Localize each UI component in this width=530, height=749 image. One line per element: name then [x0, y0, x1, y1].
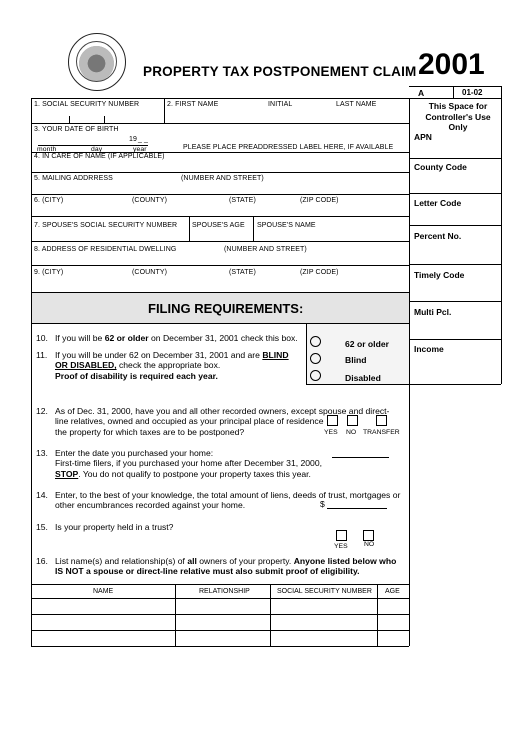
residence-address-field[interactable] — [32, 254, 408, 264]
name-field[interactable] — [165, 110, 408, 122]
q15-no-label: NO — [364, 541, 375, 548]
city-label: 6. (CITY) — [34, 197, 64, 204]
dob-month-label: month — [37, 146, 57, 153]
income-label: Income — [414, 344, 444, 354]
owners-row-3[interactable] — [32, 631, 408, 645]
spouse-age-field[interactable] — [190, 230, 252, 240]
city-field[interactable] — [32, 205, 408, 215]
q15-yes-label: YES — [334, 543, 348, 550]
owners-age-header: AGE — [385, 588, 400, 595]
form-code: 01-02 — [462, 88, 483, 97]
owners-name-header: NAME — [93, 588, 114, 595]
residence-address-label: 8. ADDRESS OF RESIDENTIAL DWELLING — [34, 246, 177, 253]
state-label: (STATE) — [229, 197, 256, 204]
form-title: PROPERTY TAX POSTPONEMENT CLAIM — [143, 64, 417, 79]
care-of-label: 4. IN CARE OF NAME (IF APPLICABLE) — [34, 153, 165, 160]
ssn-field[interactable] — [32, 110, 163, 122]
apn-label: APN — [414, 132, 432, 142]
residence-city-field[interactable] — [32, 277, 408, 287]
q15-no-checkbox[interactable] — [363, 530, 374, 541]
dob-year-prefix: 19 — [129, 136, 137, 143]
county-label: (COUNTY) — [132, 197, 168, 204]
care-of-field[interactable] — [32, 161, 408, 172]
spouse-name-label: SPOUSE'S NAME — [257, 222, 316, 229]
owners-ssn-header: SOCIAL SECURITY NUMBER — [277, 588, 372, 595]
zip-label: (ZIP CODE) — [300, 197, 339, 204]
q12-transfer-label: TRANSFER — [363, 429, 400, 436]
q12-transfer-checkbox[interactable] — [376, 415, 387, 426]
liens-amount-field[interactable] — [327, 498, 387, 508]
number-street-label: (NUMBER AND STREET) — [181, 175, 264, 182]
form-year: 2001 — [418, 48, 485, 81]
county-code-label: County Code — [414, 162, 467, 172]
mailing-address-field[interactable] — [32, 183, 408, 193]
residence-county-label: (COUNTY) — [132, 269, 168, 276]
62-or-older-label: 62 or older — [345, 339, 389, 349]
q12-yes-label: YES — [324, 429, 338, 436]
spouse-name-field[interactable] — [254, 230, 408, 240]
filing-requirements-heading: FILING REQUIREMENTS: — [148, 301, 304, 316]
spouse-ssn-label: 7. SPOUSE'S SOCIAL SECURITY NUMBER — [34, 222, 178, 229]
initial-label: INITIAL — [268, 101, 293, 108]
spouse-ssn-field[interactable] — [32, 230, 188, 240]
purchase-date-field[interactable] — [332, 447, 389, 457]
dob-year-label: year — [133, 146, 147, 153]
q12-yes-checkbox[interactable] — [327, 415, 338, 426]
letter-code-label: Letter Code — [414, 198, 462, 208]
mailing-address-label: 5. MAILING ADDRRESS — [34, 175, 113, 182]
owners-row-2[interactable] — [32, 615, 408, 629]
dollar-sign: $ — [320, 499, 325, 509]
residence-zip-label: (ZIP CODE) — [300, 269, 339, 276]
last-name-label: LAST NAME — [336, 101, 377, 108]
disabled-label: Disabled — [345, 373, 381, 383]
dob-field[interactable] — [36, 134, 149, 145]
spouse-age-label: SPOUSE'S AGE — [192, 222, 245, 229]
q12-no-checkbox[interactable] — [347, 415, 358, 426]
percent-no-label: Percent No. — [414, 231, 462, 241]
residence-state-label: (STATE) — [229, 269, 256, 276]
blind-label: Blind — [345, 355, 367, 365]
disabled-radio[interactable] — [310, 370, 321, 381]
residence-number-street-label: (NUMBER AND STREET) — [224, 246, 307, 253]
dob-day-label: day — [91, 146, 103, 153]
62-or-older-radio[interactable] — [310, 336, 321, 347]
blind-radio[interactable] — [310, 353, 321, 364]
multi-pcl-label: Multi Pcl. — [414, 307, 452, 317]
dob-label: 3. YOUR DATE OF BIRTH — [34, 126, 119, 133]
form-letter: A — [418, 88, 425, 98]
ssn-label: 1. SOCIAL SECURITY NUMBER — [34, 101, 140, 108]
q12-no-label: NO — [346, 429, 357, 436]
first-name-label: 2. FIRST NAME — [167, 101, 219, 108]
state-seal — [68, 33, 126, 91]
label-note: PLEASE PLACE PREADDRESSED LABEL HERE, IF AVAILABLE — [183, 144, 394, 151]
owners-relationship-header: RELATIONSHIP — [199, 588, 250, 595]
controller-use-note: This Space for Controller's Use Only — [425, 101, 491, 132]
timely-code-label: Timely Code — [414, 270, 465, 280]
q15-yes-checkbox[interactable] — [336, 530, 347, 541]
residence-city-label: 9. (CITY) — [34, 269, 64, 276]
owners-row-1[interactable] — [32, 599, 408, 613]
